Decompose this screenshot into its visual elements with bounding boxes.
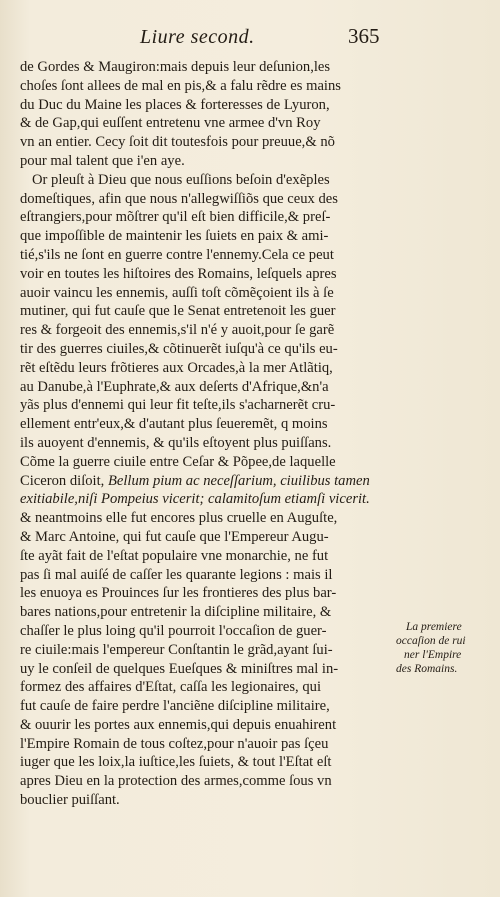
text-line: de Gordes & Maugiron:mais depuis leur deſunion,les: [20, 59, 331, 75]
text-line: & de Gap,qui euſſent entretenu vne armee d'vn Roy: [20, 115, 321, 132]
text-line: vn an entier. Cecy ſoit dit toutesfois pour preuue,& nõ: [20, 134, 335, 151]
text-line: rẽt eſtẽdu leurs frõtieres aux Orcades,à la mer Atlãtiq,: [20, 359, 333, 376]
text-line: domeſtiques, afin que nous n'allegwiſſiõs que ceux des: [20, 190, 338, 207]
text-line: Cõme la guerre ciuile entre Ceſar & Põpee,de laquelle: [20, 453, 336, 470]
marginal-note-line: La premiere: [406, 621, 462, 633]
main-text-block: [20, 58, 400, 810]
text-line: apres Dieu en la protection des armes,comme ſous vn: [20, 773, 332, 790]
text-line: ils auoyent d'ennemis, & qu'ils eſtoyent plus puiſſans.: [20, 434, 332, 451]
text-line: uy le conſeil de quelques Eueſques & miniſtres mal in-: [20, 660, 339, 677]
latin-quote-line: exitiabile,niſi Pompeius vicerit; calamitoſum etiamſi vicerit.: [20, 491, 370, 508]
marginal-note-line: occaſion de rui: [396, 635, 466, 647]
text-line: voir en toutes les hiſtoires des Romains, leſquels apres: [20, 265, 337, 282]
text-line: les enuoya es Prouinces ſur les frontieres des plus bar-: [20, 585, 337, 602]
page-number: 365: [348, 24, 380, 48]
text-line: chaſſer le plus loing qu'il pourroit l'occaſion de guer-: [20, 622, 327, 639]
text-line: l'Empire Romain de tous coſtez,pour n'auoir pas ſçeu: [20, 735, 329, 752]
text-line: eſtrangiers,pour mõſtrer qu'il eſt bien difficile,& preſ-: [20, 209, 331, 226]
text-line: tir des guerres ciuiles,& cõtinuerẽt iuſqu'à ce qu'ils eu-: [20, 340, 338, 357]
text-line: res & forgeoit des ennemis,s'il n'é y auoit,pour ſe garẽ: [20, 322, 335, 339]
running-title: Liure second.: [140, 26, 255, 48]
text-line: & Marc Antoine, qui fut cauſe que l'Empereur Augu-: [20, 528, 329, 545]
text-line: formez des affaires d'Eſtat, caſſa les legionaires, qui: [20, 679, 322, 696]
latin-quote-line: Ciceron diſoit, Bellum pium ac neceſſarium, ciuilibus tamen: [20, 472, 370, 489]
text-line: auoir vaincu les ennemis, auſſi toſt cõmẽçoient ils à ſe: [20, 284, 334, 301]
marginal-note-line: ner l'Empire: [404, 649, 462, 661]
text-line: ſte ayãt fait de l'eſtat populaire vne monarchie, ne fut: [20, 547, 329, 564]
text-line: que impoſſible de maintenir les ſuiets en paix & ami-: [20, 228, 329, 245]
text-line: mutiner, qui fut cauſe que le Senat entretenoit les guer: [20, 303, 336, 320]
text-line: iuger que les loix,la iuſtice,les ſuiets, & tout l'Eſtat eſt: [20, 754, 332, 771]
text-line: & neantmoins elle fut encores plus cruelle en Auguſte,: [20, 510, 338, 527]
text-line: pas ſi mal auiſé de caſſer les quarante legions : mais il: [20, 566, 333, 583]
text-line: yãs plus d'ennemi qui leur fit teſte,ils s'acharnerẽt cru-: [20, 397, 336, 414]
text-line: re ciuile:mais l'empereur Conſtantin le grãd,ayant ſui-: [20, 641, 333, 658]
marginal-note: [396, 620, 496, 676]
text-line: pour mal talent que i'en aye.: [20, 152, 185, 169]
text-line: du Duc du Maine les places & forteresses de Lyuron,: [20, 96, 330, 113]
text-line: choſes ſont allees de mal en pis,& a falu rẽdre es mains: [20, 77, 341, 94]
text-line: bouclier puiſſant.: [20, 792, 120, 809]
paragraph-start-line: Or pleuſt à Dieu que nous euſſions beſoin d'exẽples: [32, 171, 330, 188]
marginal-note-line: des Romains.: [396, 663, 458, 675]
text-line: au Danube,à l'Euphrate,& aux deſerts d'Afrique,&n'a: [20, 378, 329, 395]
text-line: tié,s'ils ne ſont en guerre contre l'ennemy.Cela ce peut: [20, 246, 334, 263]
text-line: fut cauſe de faire perdre l'anciẽne diſcipline militaire,: [20, 698, 330, 715]
text-line: bares nations,pour entretenir la diſcipline militaire, &: [20, 604, 332, 621]
text-line: & ouurir les portes aux ennemis,qui depuis enuahirent: [20, 716, 337, 733]
text-line: ellement entr'eux,& d'autant plus ſeueremẽt, q moins: [20, 416, 328, 433]
